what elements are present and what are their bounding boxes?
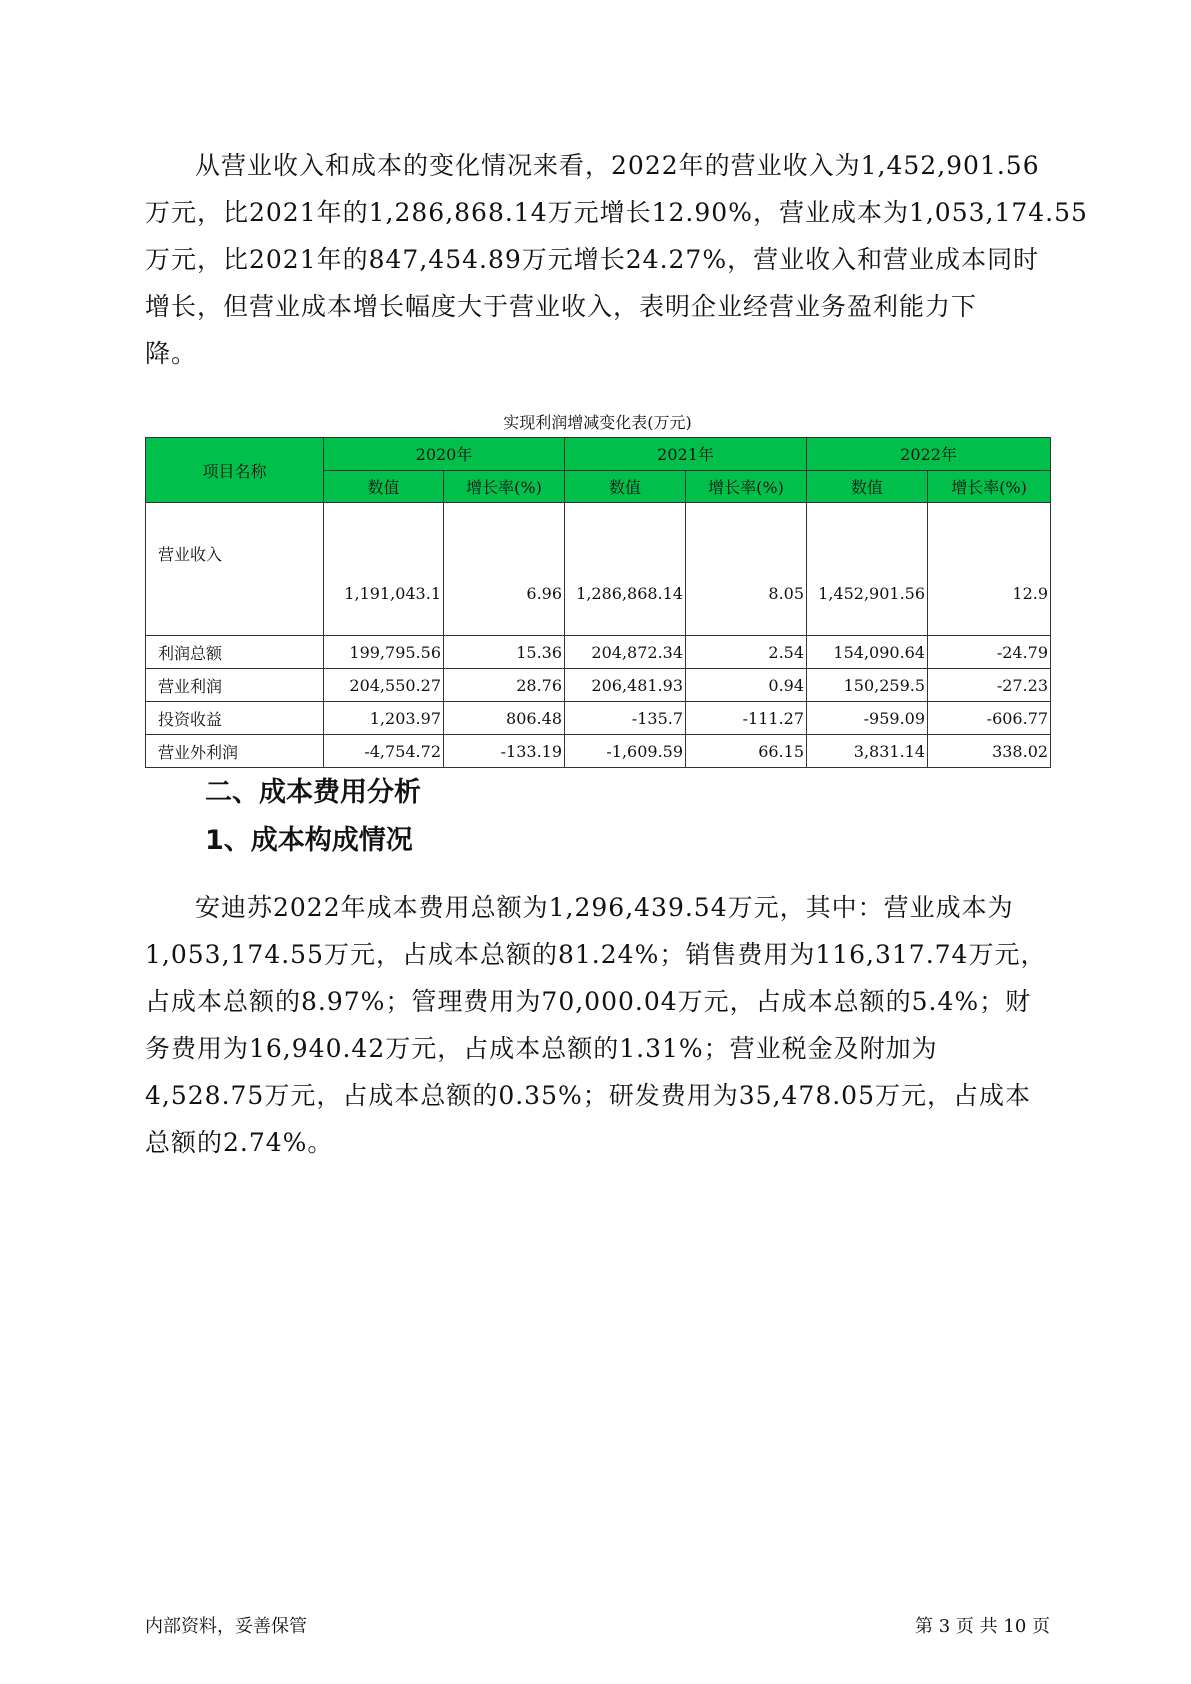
table-row bbox=[146, 735, 1051, 768]
year-header-2022: 2022年 bbox=[807, 438, 1051, 471]
rate-header: 增长率(%) bbox=[444, 470, 565, 503]
table-cell: 1,452,901.56 bbox=[807, 503, 928, 636]
paragraph-line: 4,528.75万元，占成本总额的0.35%；研发费用为35,478.05万元，占成本 bbox=[145, 1081, 1031, 1110]
footer-confidential-note: 内部资料，妥善保管 bbox=[145, 1616, 307, 1637]
table-row bbox=[146, 669, 1051, 702]
table-cell: 6.96 bbox=[444, 503, 565, 636]
table-cell: 204,872.34 bbox=[565, 636, 686, 669]
row-label: 投资收益 bbox=[146, 702, 324, 735]
rate-header: 增长率(%) bbox=[686, 470, 807, 503]
value-header: 数值 bbox=[807, 470, 928, 503]
section-heading: 二、成本费用分析 bbox=[205, 777, 421, 808]
paragraph-line: 万元，比2021年的1,286,868.14万元增长12.90%，营业成本为1,053,174.55 bbox=[145, 198, 1088, 227]
table-cell: 338.02 bbox=[928, 735, 1051, 768]
rate-header: 增长率(%) bbox=[928, 470, 1051, 503]
paragraph-line: 从营业收入和成本的变化情况来看，2022年的营业收入为1,452,901.56 bbox=[195, 151, 1040, 180]
table-cell: 12.9 bbox=[928, 503, 1051, 636]
table-cell: -27.23 bbox=[928, 669, 1051, 702]
subsection-heading: 1、成本构成情况 bbox=[205, 825, 413, 856]
table-cell: 150,259.5 bbox=[807, 669, 928, 702]
footer-page-number: 第 3 页 共 10 页 bbox=[915, 1616, 1050, 1637]
table-cell: -4,754.72 bbox=[324, 735, 444, 768]
table-cell: -959.09 bbox=[807, 702, 928, 735]
paragraph-line: 增长，但营业成本增长幅度大于营业收入，表明企业经营业务盈利能力下 bbox=[145, 292, 978, 321]
table-cell: 154,090.64 bbox=[807, 636, 928, 669]
table-caption: 实现利润增减变化表(万元) bbox=[503, 413, 692, 432]
year-header-2021: 2021年 bbox=[565, 438, 807, 471]
table-row bbox=[146, 636, 1051, 669]
table-cell: 2.54 bbox=[686, 636, 807, 669]
table-row bbox=[146, 702, 1051, 735]
paragraph-line: 总额的2.74%。 bbox=[145, 1128, 334, 1157]
item-name-header: 项目名称 bbox=[146, 438, 324, 503]
revenue-cost-paragraph bbox=[145, 142, 1088, 377]
table-cell: 1,203.97 bbox=[324, 702, 444, 735]
table-cell: 806.48 bbox=[444, 702, 565, 735]
row-label: 营业利润 bbox=[146, 669, 324, 702]
table-cell: 28.76 bbox=[444, 669, 565, 702]
table-cell: 1,286,868.14 bbox=[565, 503, 686, 636]
table-cell: 8.05 bbox=[686, 503, 807, 636]
paragraph-line: 万元，比2021年的847,454.89万元增长24.27%，营业收入和营业成本同时 bbox=[145, 245, 1040, 274]
table-cell: -133.19 bbox=[444, 735, 565, 768]
table-cell: -24.79 bbox=[928, 636, 1051, 669]
row-label: 利润总额 bbox=[146, 636, 324, 669]
value-header: 数值 bbox=[565, 470, 686, 503]
row-label: 营业收入 bbox=[146, 503, 324, 636]
value-header: 数值 bbox=[324, 470, 444, 503]
table-cell: -606.77 bbox=[928, 702, 1051, 735]
table-cell: 1,191,043.1 bbox=[324, 503, 444, 636]
table-row bbox=[146, 503, 1051, 636]
paragraph-line: 降。 bbox=[145, 339, 198, 368]
table-cell: 206,481.93 bbox=[565, 669, 686, 702]
cost-composition-paragraph bbox=[145, 884, 1050, 1166]
row-label: 营业外利润 bbox=[146, 735, 324, 768]
table-cell: 204,550.27 bbox=[324, 669, 444, 702]
table-cell: 3,831.14 bbox=[807, 735, 928, 768]
table-cell: 199,795.56 bbox=[324, 636, 444, 669]
paragraph-line: 安迪苏2022年成本费用总额为1,296,439.54万元，其中：营业成本为 bbox=[195, 893, 1014, 922]
paragraph-line: 务费用为16,940.42万元，占成本总额的1.31%；营业税金及附加为 bbox=[145, 1034, 938, 1063]
table-cell: -135.7 bbox=[565, 702, 686, 735]
table-cell: 66.15 bbox=[686, 735, 807, 768]
profit-change-table bbox=[145, 437, 1051, 768]
paragraph-line: 1,053,174.55万元，占成本总额的81.24%；销售费用为116,317.74万元， bbox=[145, 940, 1047, 969]
table-cell: 15.36 bbox=[444, 636, 565, 669]
year-header-2020: 2020年 bbox=[324, 438, 565, 471]
table-cell: -111.27 bbox=[686, 702, 807, 735]
table-cell: 0.94 bbox=[686, 669, 807, 702]
table-cell: -1,609.59 bbox=[565, 735, 686, 768]
paragraph-line: 占成本总额的8.97%；管理费用为70,000.04万元，占成本总额的5.4%；财 bbox=[145, 987, 1032, 1016]
